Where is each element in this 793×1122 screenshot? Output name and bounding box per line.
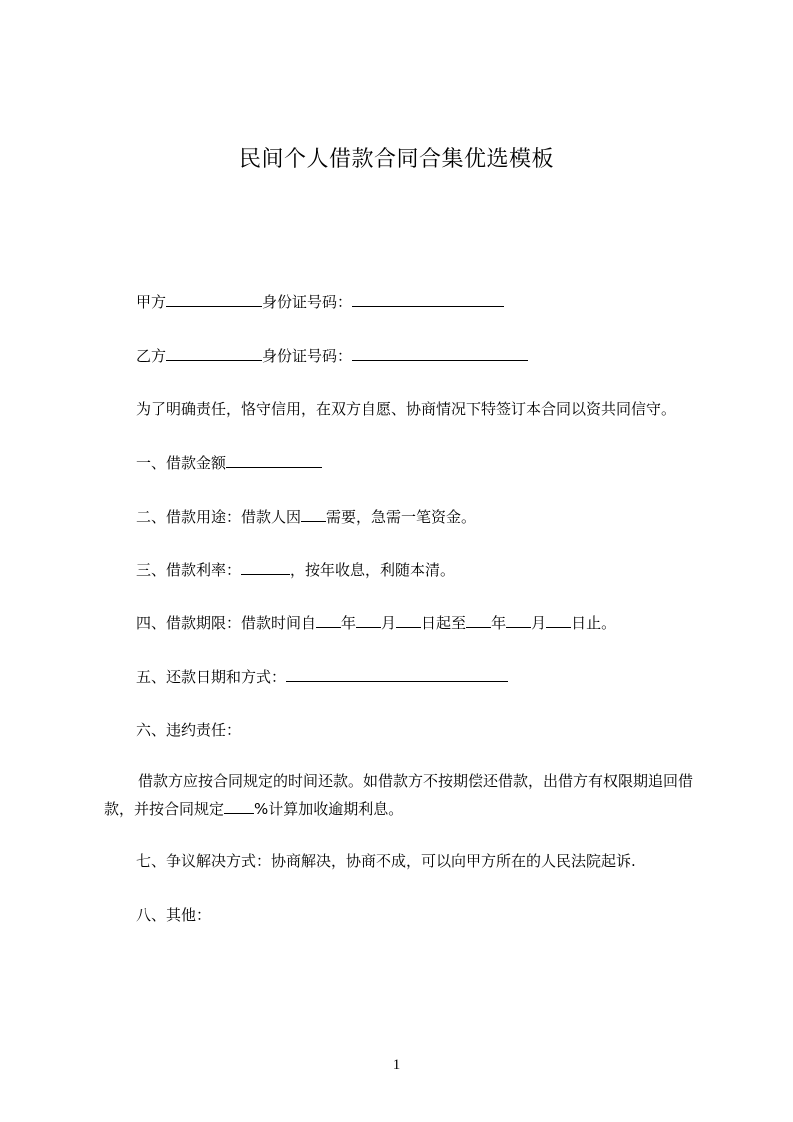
clause-6-label: 六、违约责任：: [136, 721, 242, 739]
clause-4-month-1: 月: [381, 614, 397, 632]
clause-1: [136, 452, 322, 473]
party-b-id-label: 身份证号码：: [262, 347, 353, 365]
party-a-id-label: 身份证号码：: [262, 293, 353, 311]
clause-3: [136, 559, 455, 580]
clause-7: 七、争议解决方式：协商解决，协商不成，可以向甲方所在的人民法院起诉.: [136, 852, 636, 870]
clause-2-text-a: 二、借款用途：借款人因: [136, 508, 302, 526]
clause-6-text-b: %计算加收逾期利息。: [254, 800, 404, 818]
party-a-label: 甲方: [136, 293, 167, 311]
clause-4-day-1: 日起至: [421, 614, 467, 632]
end-day-blank[interactable]: [546, 613, 571, 628]
loan-amount-blank[interactable]: [226, 453, 322, 468]
clause-1-label: 一、借款金额: [136, 454, 227, 472]
end-year-blank[interactable]: [466, 613, 491, 628]
clause-4-month-2: 月: [531, 614, 547, 632]
clause-6-text-a: 借款方应按合同规定的时间还款。如借款方不按期偿还借款，出借方有权限期追回借款，并按合同规定: [104, 772, 694, 818]
clause-4-year-1: 年: [341, 614, 357, 632]
party-b-id-blank[interactable]: [352, 346, 528, 361]
clause-3-text-a: 三、借款利率：: [136, 561, 242, 579]
clause-4: [136, 612, 616, 633]
intro-text: 为了明确责任，恪守信用，在双方自愿、协商情况下特签订本合同以资共同信守。: [136, 400, 677, 418]
clause-8: 八、其他：: [136, 906, 212, 924]
page-number: 1: [392, 1057, 401, 1073]
start-month-blank[interactable]: [356, 613, 381, 628]
loan-purpose-blank[interactable]: [301, 507, 326, 522]
clause-3-text-b: ，按年收息，利随本清。: [290, 561, 456, 579]
party-a-line: [136, 291, 504, 312]
start-year-blank[interactable]: [316, 613, 341, 628]
party-a-id-blank[interactable]: [352, 292, 504, 307]
interest-rate-blank[interactable]: [241, 560, 290, 575]
clause-6-body: [104, 767, 704, 823]
party-b-name-blank[interactable]: [166, 346, 262, 361]
clause-5-label: 五、还款日期和方式：: [136, 668, 287, 686]
party-b-label: 乙方: [136, 347, 167, 365]
clause-2-text-b: 需要，急需一笔资金。: [326, 508, 477, 526]
repayment-method-blank[interactable]: [286, 667, 508, 682]
clause-5: [136, 666, 508, 687]
clause-2: [136, 506, 476, 527]
document-title: 民间个人借款合同合集优选模板: [238, 147, 554, 172]
end-month-blank[interactable]: [506, 613, 531, 628]
clause-4-text-a: 四、借款期限：借款时间自: [136, 614, 317, 632]
party-a-name-blank[interactable]: [166, 292, 262, 307]
clause-4-year-2: 年: [491, 614, 507, 632]
clause-4-day-2: 日止。: [571, 614, 617, 632]
penalty-rate-blank[interactable]: [224, 799, 254, 814]
party-b-line: [136, 345, 528, 366]
start-day-blank[interactable]: [396, 613, 421, 628]
